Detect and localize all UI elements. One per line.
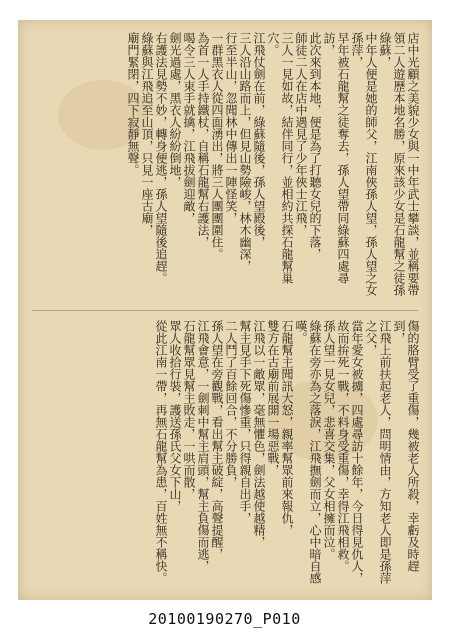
- text-column: 一群黑衣人從四面湧出，將三人團團圍住。: [210, 32, 224, 260]
- section-divider: [32, 310, 418, 311]
- text-column: 江飛仗劍在前，綠蘇隨後，孫人望殿後，: [252, 32, 266, 248]
- text-column: 廟門緊閉，四下寂靜無聲。: [126, 32, 140, 176]
- text-column: 幫主見手下死傷慘重，只得親自出手，: [238, 320, 252, 524]
- scanned-page: [18, 20, 432, 600]
- text-column: 行至半山，忽聞林中傳出一陣怪笑，: [224, 32, 238, 224]
- text-block-bottom: [28, 320, 420, 588]
- text-column: 早年被石龍幫之徒奪去，孫人望帶同綠蘇四處尋訪，: [322, 32, 350, 284]
- text-column: 右護法見勢不妙，轉身便逃，孫人望隨後追趕。: [154, 32, 168, 284]
- text-column: 此次來到本地，便是為了打聽女兒的下落，: [308, 32, 322, 260]
- text-column: 從此江南一帶，再無石龍幫為患，百姓無不稱快。: [154, 320, 168, 584]
- text-column: 中年人便是她的師父，江南俠孫人望，孫人望之女孫萍，: [350, 32, 378, 296]
- text-column: 為首一人手持鐵杖，自稱石龍幫右護法，: [196, 32, 210, 248]
- text-block-top: [28, 32, 420, 300]
- text-column: 江飛會意，一劍刺中幫主肩頭，幫主負傷而逃，: [196, 320, 210, 572]
- text-column: 綠蘇在旁亦為之落淚，江飛撫劍而立，心中暗自感嘆。: [294, 320, 322, 584]
- text-column: 眾人收拾行裝，護送孫氏父女下山，: [168, 320, 182, 512]
- text-column: 江飛以一敵眾，毫無懼色，劍法越使越精，: [252, 320, 266, 548]
- text-column: 當年愛女被擄，四處尋訪十餘年，今日得見仇人，: [350, 320, 364, 584]
- text-column: 喝令三人束手就擒，江飛拔劍迎敵，: [182, 32, 196, 224]
- text-column: 石龍幫眾見幫主敗走，一哄而散，: [182, 320, 196, 500]
- text-column: 孫人望在旁觀戰，看出幫主破綻，高聲提醒，: [210, 320, 224, 560]
- text-column: 傷的胳臂受了重傷，幾被老人所殺，幸虧及時趕到，: [392, 320, 420, 572]
- text-column: 二人鬥了百餘回合，不分勝負，: [224, 320, 238, 488]
- text-column: 雙方在古廟前展開一場惡戰，: [266, 320, 280, 476]
- text-column: 劍光過處，黑衣人紛紛倒地，: [168, 32, 182, 188]
- text-column: 故而拚死一戰，不料身受重傷，幸得江飛相救。: [336, 320, 350, 572]
- image-id-caption: 20100190270_P010: [148, 610, 301, 628]
- text-column: 店中光顧之美貌少女與一中年武士攀談，並稱要帶領二人遊歷本地名勝，原來該少女是石龍幫之徒孫綠蘇，: [378, 32, 420, 296]
- text-column: 三人沿山路而上，但見山勢險峻，林木幽深，: [238, 32, 252, 272]
- text-column: 江飛上前扶起老人，問明情由，方知老人即是孫萍之父，: [364, 320, 392, 584]
- text-column: 石龍幫主聞訊大怒，親率幫眾前來報仇，: [280, 320, 294, 536]
- text-column: 師徒二人在店中遇見了少年俠士江飛，: [294, 32, 308, 236]
- text-column: 綠蘇與江飛追至山頂，只見一座古廟，: [140, 32, 154, 236]
- text-column: 三人一見如故，結伴同行，並相約共探石龍幫巢穴。: [266, 32, 294, 284]
- text-column: 孫人望一見女兒，悲喜交集，父女相擁而泣。: [322, 320, 336, 560]
